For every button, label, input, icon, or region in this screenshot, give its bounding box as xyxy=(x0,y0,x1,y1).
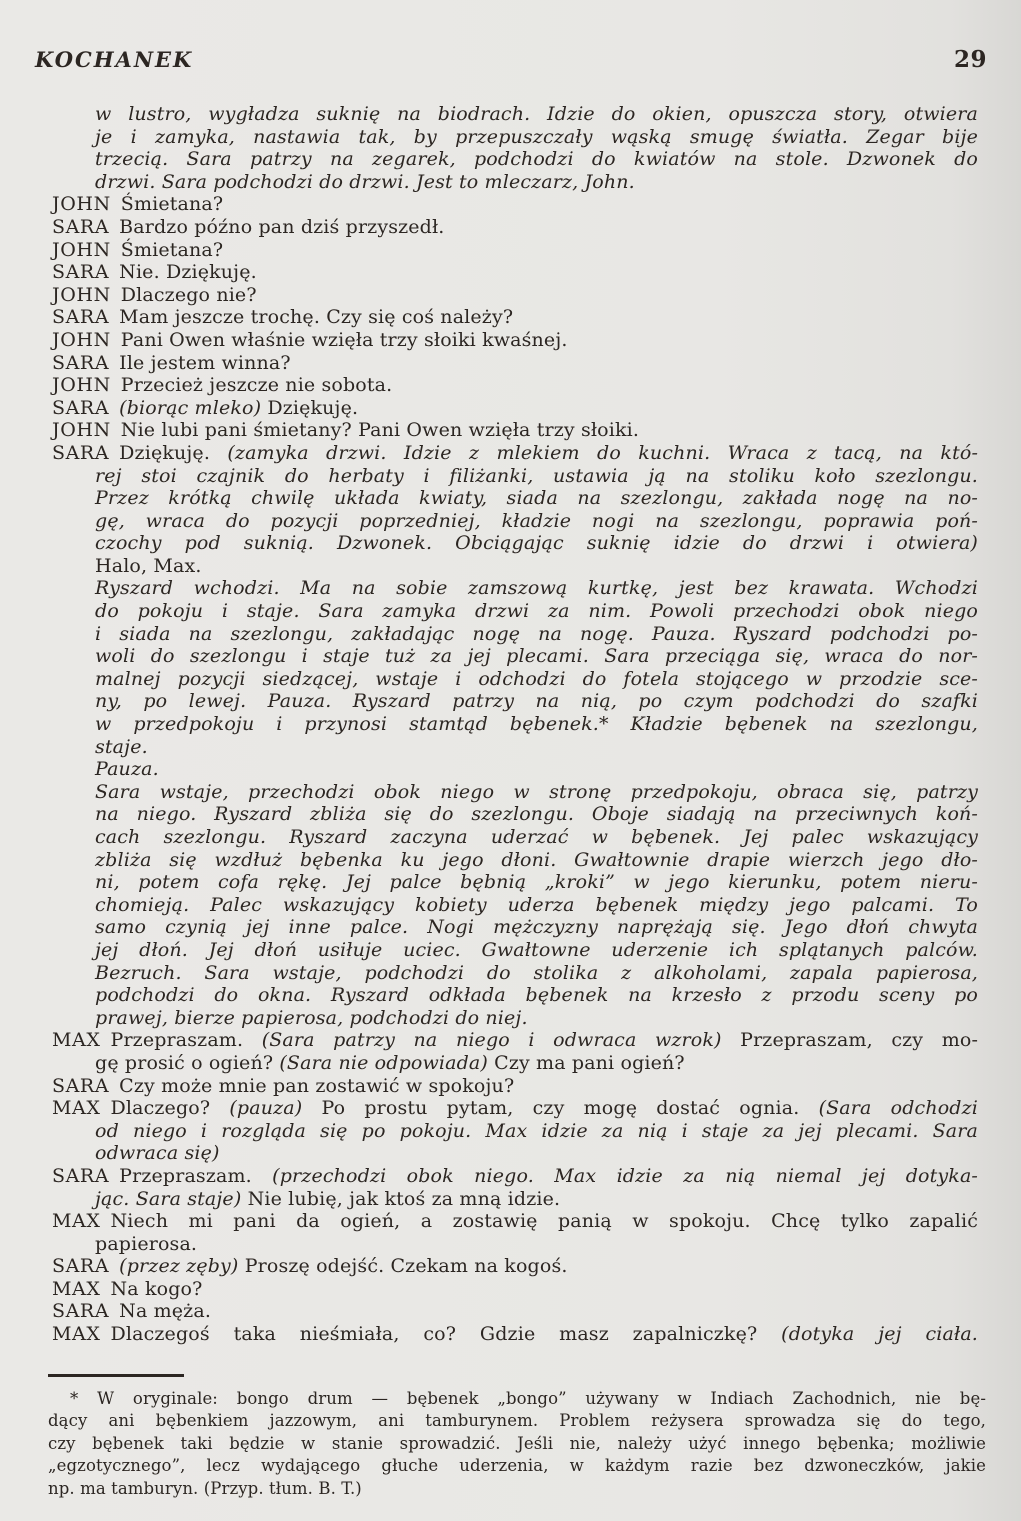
stage-direction-text: chomieją. Palec wskazujący kobiety uderza bębenek między jego palcami. To xyxy=(95,893,978,916)
text-line xyxy=(52,826,978,849)
stage-direction-text: cach szezlongu. Ryszard zaczyna uderzać w bębenek. Jej palec wskazujący xyxy=(95,826,978,848)
stage-direction-text: trzecią. Sara patrzy na zegarek, podchodzi do kwiatów na stole. Dzwonek do xyxy=(95,148,978,171)
text-line xyxy=(52,894,978,917)
stage-direction-text: w lustro, wygładza suknię na biodrach. Idzie do okien, opuszcza story, otwiera xyxy=(95,103,978,125)
footnote-rule xyxy=(48,1374,184,1377)
text-line xyxy=(52,781,978,804)
speaker-name: SARA xyxy=(52,306,110,329)
text-line xyxy=(52,962,978,985)
speaker-name: SARA xyxy=(52,215,110,238)
stage-direction-text: je i zamyka, nastawia tak, by przepuszczały wąską smugę światła. Zegar bije xyxy=(95,125,978,148)
speaker-name: SARA xyxy=(52,1074,110,1097)
stage-direction-text: (pauza) xyxy=(229,1097,303,1120)
stage-direction-text: ni, potem cofa rękę. Jej palce bębnią „kroki” w jego kierunku, potem nieru- xyxy=(95,871,978,894)
dialogue-text: Dziękuję. xyxy=(119,441,228,464)
text-line xyxy=(52,1233,978,1256)
dialogue-text: Bardzo późno pan dziś przyszedł. xyxy=(119,215,445,238)
text-line xyxy=(52,916,978,939)
text-line xyxy=(48,1410,986,1432)
dialogue-text: np. ma tamburyn. (Przyp. tłum. B. T.) xyxy=(48,1478,362,1498)
stage-direction-text: (dotyka jej ciała. xyxy=(781,1323,978,1346)
dialogue-line xyxy=(52,1097,978,1120)
text-line xyxy=(52,939,978,962)
dialogue-text: Śmietana? xyxy=(120,238,224,261)
dialogue-text: Śmietana? xyxy=(120,193,224,216)
dialogue-text: czy bębenek taki będzie w stanie sprowadzić. Jeśli nie, należy użyć innego bębenka; możliwie xyxy=(48,1433,986,1453)
dialogue-line xyxy=(52,374,978,397)
page-number: 29 xyxy=(953,46,987,73)
stage-direction-text: ny, po lewej. Pauza. Ryszard patrzy na nią, po czym podchodzi do szafki xyxy=(95,690,978,713)
text-line xyxy=(52,577,978,600)
stage-direction-text: Bezruch. Sara wstaje, podchodzi do stolika z alkoholami, zapala papierosa, xyxy=(95,961,978,984)
speaker-name: JOHN xyxy=(52,328,111,351)
stage-direction-text: w przedpokoju i przynosi stamtąd bębenek.* Kładzie bębenek na szezlongu, xyxy=(95,713,978,736)
text-line xyxy=(52,465,978,488)
text-line xyxy=(52,555,978,578)
page-header xyxy=(35,46,987,73)
dialogue-text: Niech mi pani da ogień, a zostawię panią w spokoju. Chcę tylko zapalić xyxy=(110,1210,978,1233)
dialogue-text: Nie. Dziękuję. xyxy=(119,261,257,284)
text-line xyxy=(52,487,978,510)
text-line xyxy=(52,532,978,555)
dialogue-line xyxy=(52,1165,978,1188)
speaker-name: SARA xyxy=(52,351,110,374)
dialogue-text: Przepraszam, czy mo- xyxy=(721,1029,979,1052)
dialogue-text: Nie lubię, jak ktoś za mną idzie. xyxy=(241,1187,561,1210)
stage-direction-text: jąc. Sara staje) xyxy=(95,1187,242,1210)
stage-direction-text: Przez krótką chwilę układa kwiaty, siada na szezlongu, zakłada nogę na no- xyxy=(95,487,978,510)
speaker-name: MAX xyxy=(52,1210,101,1233)
dialogue-text: Proszę odejść. Czekam na kogoś. xyxy=(238,1255,568,1278)
stage-direction-text: na niego. Ryszard zbliża się do szezlongu. Oboje siadają na przeciwnych koń- xyxy=(95,803,978,826)
dialogue-line xyxy=(52,193,978,216)
footnote-text xyxy=(48,1388,986,1500)
text-line xyxy=(52,623,978,646)
speaker-name: SARA xyxy=(52,1255,110,1278)
stage-direction-text: odwraca się) xyxy=(95,1142,220,1165)
stage-direction-text: Ryszard wchodzi. Ma na sobie zamszową kurtkę, jest bez krawata. Wchodzi xyxy=(95,577,978,600)
text-line xyxy=(52,758,978,781)
dialogue-text: Dziękuję. xyxy=(261,396,359,419)
dialogue-line xyxy=(52,1300,978,1323)
dialogue-line xyxy=(52,1323,978,1346)
stage-direction-text: zbliża się wzdłuż bębenka ku jego dłoni. Gwałtownie drapie wierzch jego dło- xyxy=(95,848,978,871)
stage-direction-text: podchodzi do okna. Ryszard odkłada bębenek na krzesło z przodu sceny po xyxy=(95,984,978,1007)
text-line xyxy=(48,1433,986,1455)
text-line xyxy=(52,984,978,1007)
text-line xyxy=(48,1388,986,1410)
speaker-name: JOHN xyxy=(52,374,111,397)
dialogue-text: Czy może mnie pan zostawić w spokoju? xyxy=(119,1074,515,1097)
text-line xyxy=(52,103,978,126)
dialogue-line xyxy=(52,329,978,352)
speaker-name: SARA xyxy=(52,441,110,464)
speaker-name: SARA xyxy=(52,1300,110,1323)
stage-direction-text: jej dłoń. Jej dłoń usiłuje uciec. Gwałtowne uderzenie ich splątanych palców. xyxy=(95,938,978,961)
dialogue-line xyxy=(52,284,978,307)
running-title: KOCHANEK xyxy=(35,47,194,72)
speaker-name: MAX xyxy=(52,1323,101,1346)
dialogue-line xyxy=(52,1255,978,1278)
dialogue-text: * W oryginale: bongo drum — bębenek „bongo” używany w Indiach Zachodnich, nie bę- xyxy=(70,1389,986,1408)
stage-direction-text: samo czynią jej inne palce. Nogi mężczyzny naprężają się. Jego dłoń chwyta xyxy=(95,916,978,939)
dialogue-text: Pani Owen właśnie wzięła trzy słoiki kwaśnej. xyxy=(120,328,568,351)
stage-direction-text: woli do szezlongu i staje tuż za jej plecami. Sara przeciąga się, wraca do nor- xyxy=(95,645,978,668)
stage-direction-text: Pauza. xyxy=(95,758,159,781)
stage-direction-text: (przechodzi obok niego. Max idzie za nią niemal jej dotyka- xyxy=(272,1164,979,1187)
text-line xyxy=(52,736,978,759)
speaker-name: SARA xyxy=(52,261,110,284)
text-line xyxy=(52,1142,978,1165)
stage-direction-text: prawej, bierze papierosa, podchodzi do niej. xyxy=(95,1006,528,1029)
text-line xyxy=(52,1188,978,1211)
text-line xyxy=(52,645,978,668)
stage-direction-text: (przez zęby) xyxy=(119,1255,239,1278)
stage-direction-text: staje. xyxy=(95,735,148,758)
speaker-name: MAX xyxy=(52,1097,101,1120)
dialogue-line xyxy=(52,1210,978,1233)
text-line xyxy=(52,668,978,691)
dialogue-line xyxy=(52,397,978,420)
text-line xyxy=(52,1007,978,1030)
dialogue-text: Na kogo? xyxy=(110,1277,203,1300)
dialogue-line xyxy=(52,1278,978,1301)
dialogue-text: Na męża. xyxy=(119,1300,212,1323)
text-line xyxy=(52,871,978,894)
dialogue-text: Czy ma pani ogień? xyxy=(487,1051,685,1074)
dialogue-line xyxy=(52,306,978,329)
dialogue-line xyxy=(52,239,978,262)
play-text xyxy=(52,103,978,1346)
stage-direction-text: rej stoi czajnik do herbaty i filiżanki, ustawia ją na stoliku koło szezlongu. xyxy=(95,464,978,487)
stage-direction-text: drzwi. Sara podchodzi do drzwi. Jest to mleczarz, John. xyxy=(95,170,635,193)
text-line xyxy=(52,803,978,826)
dialogue-text: „egzotycznego”, lecz wydającego głuche uderzenia, w każdym razie bez dzwoneczków, jakie xyxy=(48,1456,986,1476)
dialogue-text: Dlaczego? xyxy=(110,1097,230,1120)
speaker-name: JOHN xyxy=(52,419,111,442)
stage-direction-text: gę, wraca do pozycji poprzedniej, kładzie nogi na szezlongu, poprawia poń- xyxy=(95,509,978,532)
dialogue-text: dący ani bębenkiem jazzowym, ani tamburynem. Problem reżysera sprowadza się do tego, xyxy=(48,1411,986,1431)
stage-direction-text: (Sara odchodzi xyxy=(818,1097,978,1120)
speaker-name: SARA xyxy=(52,396,110,419)
dialogue-text: Dlaczego nie? xyxy=(120,283,257,306)
dialogue-text: papierosa. xyxy=(95,1232,198,1255)
stage-direction-text: do pokoju i staje. Sara zamyka drzwi za nim. Powoli przechodzi obok niego xyxy=(95,600,978,623)
dialogue-line xyxy=(52,352,978,375)
dialogue-line xyxy=(52,216,978,239)
text-line xyxy=(52,510,978,533)
text-line xyxy=(52,171,978,194)
stage-direction-text: (zamyka drzwi. Idzie z mlekiem do kuchni. Wraca z tacą, na któ- xyxy=(227,441,979,464)
speaker-name: MAX xyxy=(52,1277,101,1300)
text-line xyxy=(52,126,978,149)
text-line xyxy=(52,713,978,736)
dialogue-text: Przecież jeszcze nie sobota. xyxy=(120,374,393,397)
dialogue-text: Dlaczegoś taka nieśmiała, co? Gdzie masz zapalniczkę? xyxy=(110,1323,782,1346)
dialogue-text: gę prosić o ogień? xyxy=(95,1051,280,1074)
text-line xyxy=(52,849,978,872)
stage-direction-text: malnej pozycji siedzącej, wstaje i odchodzi do fotela stojącego w przodzie sce- xyxy=(95,667,978,690)
dialogue-text: Przepraszam. xyxy=(110,1029,262,1052)
speaker-name: SARA xyxy=(52,1164,110,1187)
stage-direction-text: Sara wstaje, przechodzi obok niego w stronę przedpokoju, obraca się, patrzy xyxy=(95,780,978,803)
dialogue-text: Ile jestem winna? xyxy=(119,351,291,374)
dialogue-text: Mam jeszcze trochę. Czy się coś należy? xyxy=(119,306,514,329)
dialogue-text: Nie lubi pani śmietany? Pani Owen wzięła trzy słoiki. xyxy=(120,419,640,442)
stage-direction-text: i siada na szezlongu, zakładając nogę na nogę. Pauza. Ryszard podchodzi po- xyxy=(95,622,978,645)
text-line xyxy=(52,1052,978,1075)
stage-direction-text: czochy pod suknią. Dzwonek. Obciągając suknię idzie do drzwi i otwiera) xyxy=(95,532,978,555)
text-line xyxy=(48,1455,986,1477)
text-line xyxy=(52,690,978,713)
speaker-name: JOHN xyxy=(52,238,111,261)
speaker-name: JOHN xyxy=(52,193,111,216)
stage-direction-text: (biorąc mleko) xyxy=(119,396,262,419)
speaker-name: MAX xyxy=(52,1029,101,1052)
dialogue-line xyxy=(52,419,978,442)
dialogue-line xyxy=(52,1029,978,1052)
dialogue-text: Halo, Max. xyxy=(95,554,202,577)
text-line xyxy=(52,148,978,171)
dialogue-line xyxy=(52,261,978,284)
speaker-name: JOHN xyxy=(52,283,111,306)
text-line xyxy=(52,600,978,623)
dialogue-text: Przepraszam. xyxy=(119,1164,273,1187)
stage-direction-text: od niego i rozgląda się po pokoju. Max idzie za nią i staje za jej plecami. Sara xyxy=(95,1119,978,1142)
dialogue-text: Po prostu pytam, czy mogę dostać ognia. xyxy=(302,1097,819,1120)
footnote xyxy=(48,1374,986,1500)
stage-direction-text: (Sara nie odpowiada) xyxy=(279,1051,488,1074)
text-line xyxy=(48,1478,986,1500)
dialogue-line xyxy=(52,1075,978,1098)
stage-direction-text: (Sara patrzy na niego i odwraca wzrok) xyxy=(261,1029,722,1052)
dialogue-line xyxy=(52,442,978,465)
text-line xyxy=(52,1120,978,1143)
